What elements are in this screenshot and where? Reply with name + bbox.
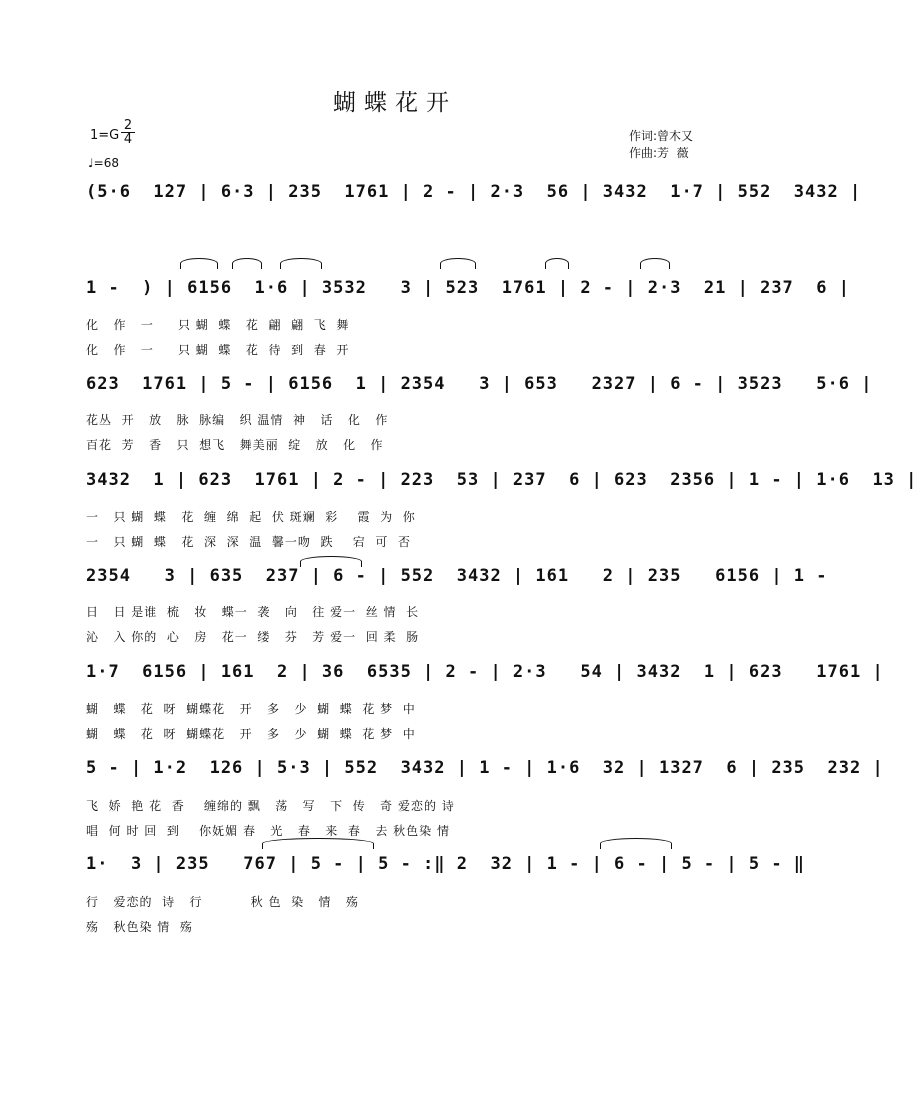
- slur: [232, 258, 262, 269]
- lyrics-verse-2-line-5: 蝴 蝶 花 呀 蝴蝶花 开 多 少 蝴 蝶 花 梦 中: [86, 727, 416, 741]
- composer-credit: 作曲:芳 薇: [629, 146, 689, 160]
- lyrics-verse-2-line-2: 百花 芳 香 只 想飞 舞美丽 绽 放 化 作: [86, 438, 384, 452]
- lyrics-verse-1-line-7: 行 爱恋的 诗 行 秋 色 染 情 殇: [86, 895, 359, 909]
- notation-line: 5 - | 1·2 126 | 5·3 | 552 3432 | 1 - | 1·6 32 | 1327 6 | 235 232 |: [86, 758, 884, 778]
- key-signature: 1=G: [90, 128, 120, 143]
- slur: [180, 258, 218, 269]
- staff-system-6: [86, 656, 884, 692]
- notation-line: 2354 3 | 635 237 | 6 - | 552 3432 | 161 2 | 235 6156 | 1 -: [86, 566, 839, 586]
- slur: [280, 258, 322, 269]
- notation-line: 1· 3 | 235 767 | 5 - | 5 - :‖ 2 32 | 1 - | 6 - | 5 - | 5 - ‖: [86, 854, 806, 874]
- slur: [300, 556, 362, 567]
- slur: [440, 258, 476, 269]
- time-signature-top: 2: [123, 118, 133, 133]
- staff-system-2: [86, 272, 850, 308]
- lyrics-verse-2-line-4: 沁 入 你的 心 房 花一 缕 芬 芳 爱一 回 柔 肠: [86, 630, 420, 644]
- notation-line: 623 1761 | 5 - | 6156 1 | 2354 3 | 653 2327 | 6 - | 3523 5·6 |: [86, 374, 873, 394]
- lyrics-verse-1-line-1: 化 作 一 只 蝴 蝶 花 翩 翩 飞 舞: [86, 318, 350, 332]
- staff-system-7: [86, 752, 884, 788]
- lyrics-verse-1-line-2: 花丛 开 放 脉 脉编 织 温情 神 话 化 作: [86, 413, 389, 427]
- lyrics-verse-2-line-3: 一 只 蝴 蝶 花 深 深 温 馨一吻 跌 宕 可 否: [86, 535, 411, 549]
- staff-system-1: [86, 176, 862, 212]
- slur: [640, 258, 670, 269]
- slur: [545, 258, 569, 269]
- slur: [600, 838, 672, 849]
- lyrics-verse-1-line-4: 日 日 是谁 梳 妆 蝶一 袭 向 往 爱一 丝 情 长: [86, 605, 420, 619]
- time-signature: [121, 119, 135, 146]
- credits: [629, 128, 693, 162]
- slur: [262, 838, 374, 849]
- lyrics-verse-1-line-3: 一 只 蝴 蝶 花 缠 绵 起 伏 斑斓 彩 霞 为 你: [86, 510, 416, 524]
- lyrics-verse-1-line-5: 蝴 蝶 花 呀 蝴蝶花 开 多 少 蝴 蝶 花 梦 中: [86, 702, 416, 716]
- staff-system-5: [86, 560, 839, 596]
- lyrics-verse-2-line-1: 化 作 一 只 蝴 蝶 花 待 到 春 开: [86, 343, 350, 357]
- notation-line: 3432 1 | 623 1761 | 2 - | 223 53 | 237 6 | 623 2356 | 1 - | 1·6 13 |: [86, 470, 917, 490]
- staff-system-3: [86, 368, 873, 404]
- lyricist-credit: 作词:曾木又: [629, 129, 694, 143]
- notation-line: (5·6 1̇27 | 6·3 | 235 1761 | 2 - | 2·3 56 | 3432 1·7 | 552 3432 |: [86, 182, 862, 202]
- time-signature-bottom: 4: [123, 132, 133, 147]
- lyrics-verse-1-line-6: 飞 娇 艳 花 香 缠绵的 飘 荡 写 下 传 奇 爱恋的 诗: [86, 799, 455, 813]
- staff-system-4: [86, 464, 917, 500]
- lyrics-verse-2-line-7: 殇 秋色染 情 殇: [86, 920, 193, 934]
- notation-line: 1·7 6156 | 161 2 | 36 6535 | 2 - | 2·3 54 | 3432 1 | 623 1761 |: [86, 662, 884, 682]
- staff-system-8: [86, 848, 806, 884]
- notation-line: 1 - ) | 6156 1·6 | 3532 3 | 523 1761 | 2 - | 2·3 21 | 237 6 |: [86, 278, 850, 298]
- song-title: 蝴蝶花开: [333, 90, 457, 116]
- tempo-marking: ♩=68: [88, 156, 119, 170]
- lyrics-verse-2-line-6: 唱 何 时 回 到 你妩媚 春 光 春 来 春 去 秋色染 情: [86, 824, 450, 838]
